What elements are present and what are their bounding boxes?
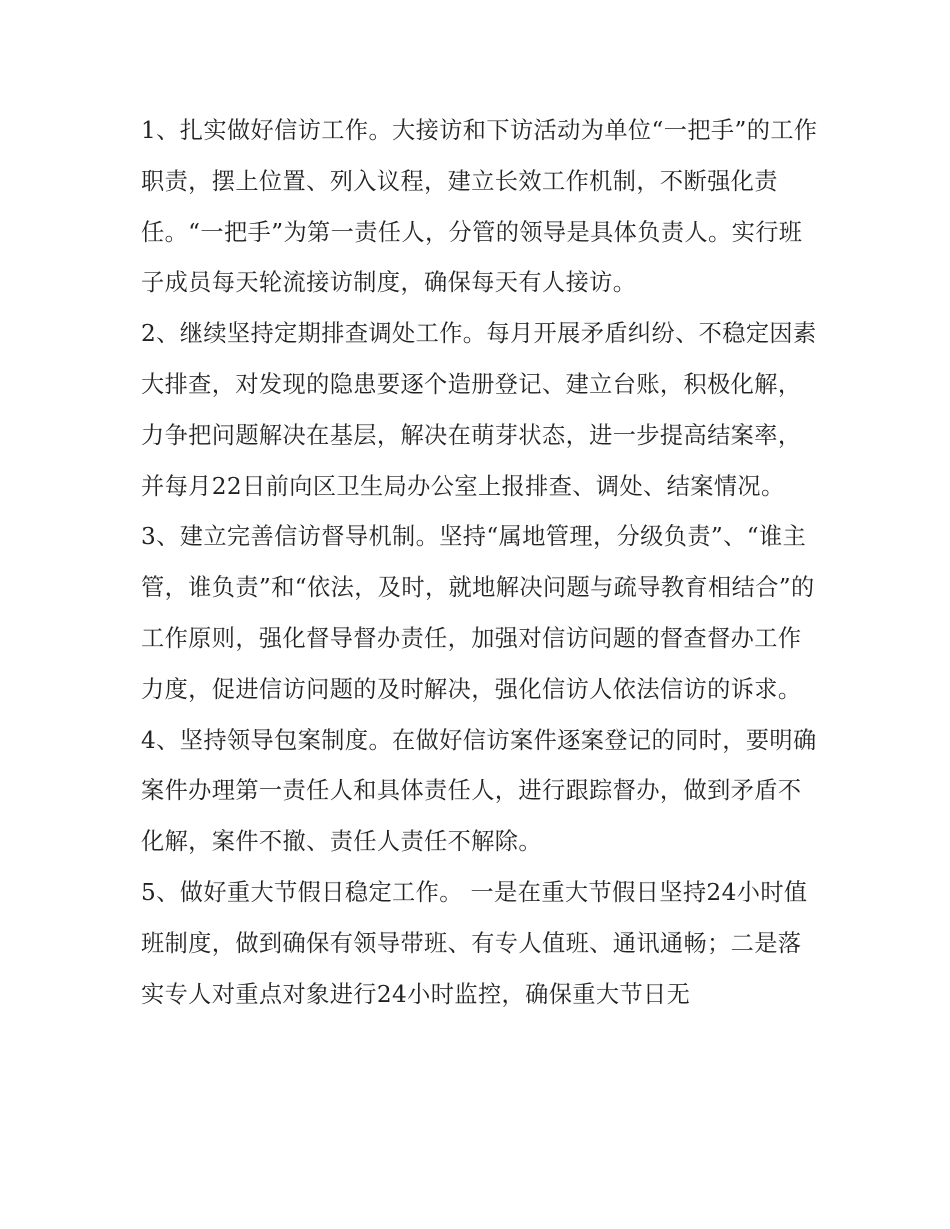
paragraph-1: 1、扎实做好信访工作。大接访和下访活动为单位“一把手”的工作职责，摆上位置、列入议程，建立长效工作机制，不断强化责任。“一把手”为第一责任人，分管的领导是具体负责人。实行班子成员每天轮流接访制度，确保每天有人接访。 xyxy=(141,117,818,297)
paragraph-4: 4、坚持领导包案制度。在做好信访案件逐案登记的同时，要明确案件办理第一责任人和具体责任人，进行跟踪督办，做到矛盾不化解，案件不撤、责任人责任不解除。 xyxy=(141,726,817,856)
document-body xyxy=(141,106,821,1020)
paragraph-2: 2、继续坚持定期排查调处工作。每月开展矛盾纠纷、不稳定因素大排查，对发现的隐患要逐个造册登记、建立台账，积极化解，力争把问题解决在基层，解决在萌芽状态，进一步提高结案率，并每月22日前向区卫生局办公室上报排查、调处、结案情况。 xyxy=(141,320,817,500)
paragraph-3: 3、建立完善信访督导机制。坚持“属地管理，分级负责”、“谁主管，谁负责”和“依法，及时，就地解决问题与疏导教育相结合”的工作原则，强化督导督办责任，加强对信访问题的督查督办工作力度，促进信访问题的及时解决，强化信访人依法信访的诉求。 xyxy=(141,523,815,703)
paragraph-5: 5、做好重大节假日稳定工作。 一是在重大节假日坚持24小时值班制度，做到确保有领导带班、有专人值班、通讯通畅；二是落实专人对重点对象进行24小时监控，确保重大节日无 xyxy=(141,878,808,1008)
